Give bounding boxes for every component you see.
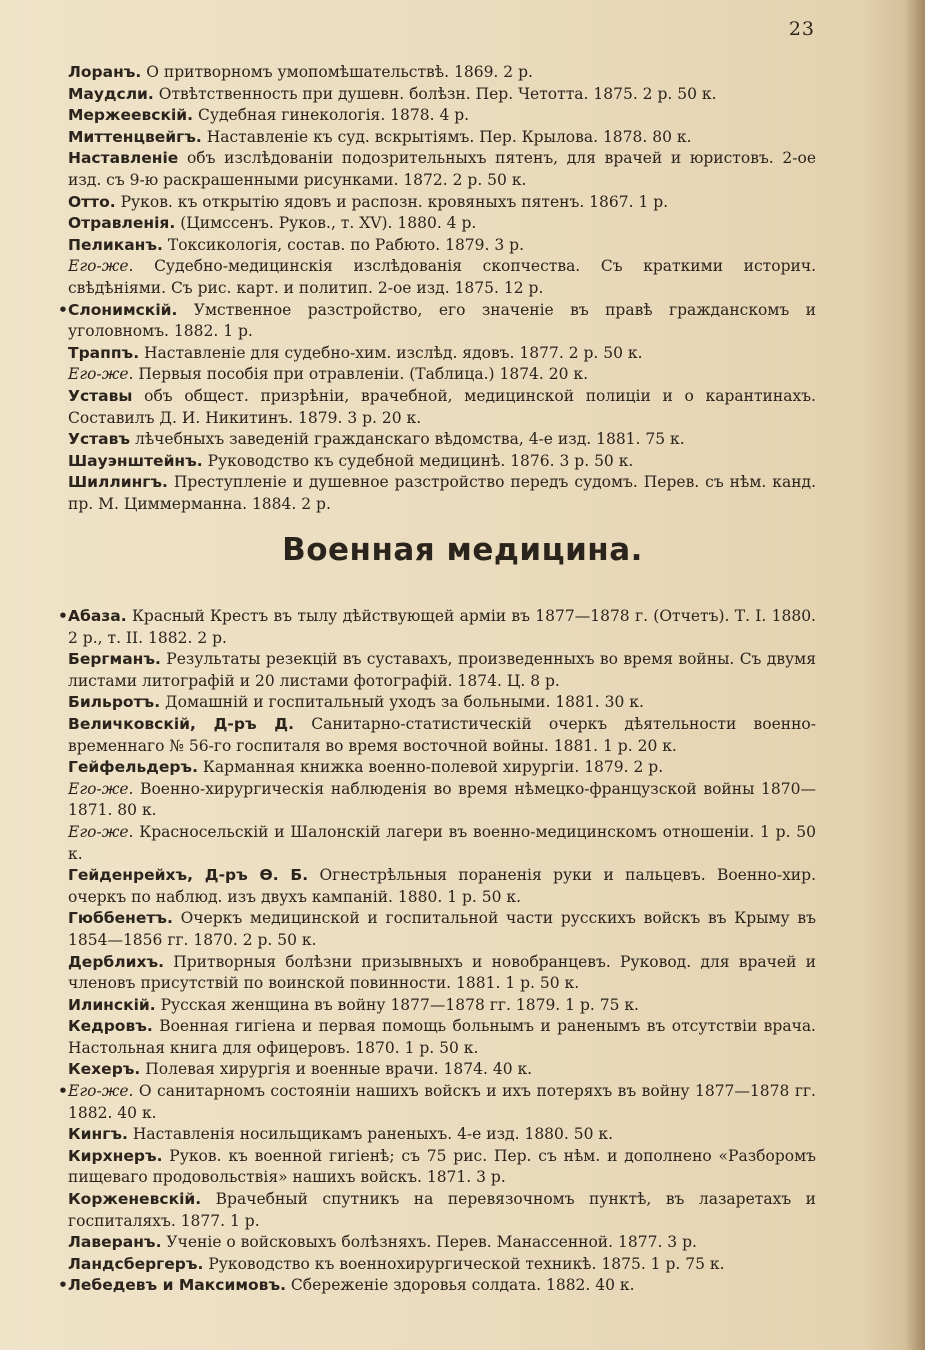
bibliography-entry xyxy=(68,235,816,257)
bibliography-entry xyxy=(68,105,816,127)
entry-author: Лебедевъ и Максимовъ. xyxy=(68,1276,286,1295)
entry-author: Кингъ. xyxy=(68,1125,128,1144)
entry-author: Уставъ xyxy=(68,430,131,449)
entry-author: Мержеевскій. xyxy=(68,106,194,125)
entry-author: Ландсбергеръ. xyxy=(68,1254,204,1273)
bibliography-entry xyxy=(68,451,816,473)
entry-author: Траппъ. xyxy=(68,343,140,362)
page-edge-shadow xyxy=(905,0,925,1350)
entry-text: Преступленіе и душевное разстройство передъ судомъ. Перев. съ нѣм. канд. пр. М. Циммерманна. 1884. 2 р. xyxy=(68,473,816,513)
bibliography-entry xyxy=(68,213,816,235)
bibliography-entry xyxy=(68,1016,816,1059)
bibliography-entry xyxy=(68,692,816,714)
entry-author: Слонимскій. xyxy=(68,300,178,319)
entry-author: Отравленія. xyxy=(68,214,176,233)
entry-text: объ изслѣдованіи подозрительныхъ пятенъ, для врачей и юристовъ. 2-ое изд. съ 9-ю раскрашенными рисунками. 1872. 2 р. 50 к. xyxy=(68,149,816,189)
entry-author: Маудсли. xyxy=(68,84,154,103)
entry-author: Гейденрейхъ, Д-ръ Ѳ. Б. xyxy=(68,866,309,885)
entry-author: Бильротъ. xyxy=(68,693,161,712)
entry-author: Пеликанъ. xyxy=(68,235,163,254)
entry-text: Руков. къ открытію ядовъ и распозн. кровяныхъ пятенъ. 1867. 1 р. xyxy=(120,192,669,211)
entry-text: Первыя пособія при отравленіи. (Таблица.) 1874. 20 к. xyxy=(138,365,589,384)
bibliography-entry xyxy=(68,1124,816,1146)
bibliography-entry xyxy=(68,192,816,214)
entry-author: Его-же. xyxy=(68,1082,134,1101)
bibliography-entry xyxy=(68,84,816,106)
entry-text: Красный Крестъ въ тылу дѣйствующей арміи въ 1877—1878 г. (Отчетъ). Т. I. 1880. 2 р., т. II. 1882. 2 р. xyxy=(68,607,816,647)
entry-author: Величковскій, Д-ръ Д. xyxy=(68,714,294,733)
entry-author: Миттенцвейгъ. xyxy=(68,127,202,146)
entry-text: Притворныя болѣзни призывныхъ и новобранцевъ. Руковод. для врачей и членовъ присутствій по воинской повинности. 1881. 1 р. 50 к. xyxy=(68,952,816,993)
entry-text: Домашній и госпитальный уходъ за больными. 1881. 30 к. xyxy=(165,693,644,712)
entry-text: Умственное разстройство, его значеніе въ правѣ гражданскомъ и уголовномъ. 1882. 1 р. xyxy=(68,300,817,341)
bibliography-entry xyxy=(68,714,816,757)
forensic-medicine-list xyxy=(58,62,817,515)
bullet-marker: • xyxy=(58,300,68,319)
bibliography-entry xyxy=(68,822,816,865)
entry-text: объ общест. призрѣніи, врачебной, медицинской полиціи и о карантинахъ. Составилъ Д. И. Никитинъ. 1879. 3 р. 20 к. xyxy=(68,386,816,427)
entry-author: Кедровъ. xyxy=(68,1017,153,1036)
entry-text: О санитарномъ состояніи нашихъ войскъ и ихъ потеряхъ въ войну 1877—1878 гг. 1882. 40 к. xyxy=(68,1082,816,1122)
bibliography-entry xyxy=(68,127,816,149)
bibliography-entry xyxy=(68,386,816,429)
entry-author: Лоранъ. xyxy=(68,63,142,81)
entry-author: Отто. xyxy=(68,192,116,211)
entry-author: Шиллингъ. xyxy=(68,473,168,492)
entry-text: Руков. къ военной гигіенѣ; съ 75 рис. Пер. съ нѣм. и дополнено «Разборомъ пищеваго продовольствія» нашихъ войскъ. 1871. 3 р. xyxy=(68,1146,816,1187)
bibliography-entry xyxy=(68,1189,816,1232)
military-medicine-list xyxy=(58,606,817,1297)
bullet-marker: • xyxy=(58,1276,68,1295)
entry-author: Абаза. xyxy=(68,607,127,625)
entry-author: Наставленіе xyxy=(68,149,179,168)
entry-text: Санитарно-статистическій очеркъ дѣятельности военно-временнаго № 56-го госпиталя во время восточной войны. 1881. 1 р. 20 к. xyxy=(68,714,816,755)
entry-text: Ученіе о войсковыхъ болѣзняхъ. Перев. Манассенной. 1877. 3 р. xyxy=(166,1233,697,1252)
bullet-marker: • xyxy=(58,607,68,625)
bibliography-entry xyxy=(68,148,816,191)
entry-text: Сбереженіе здоровья солдата. 1882. 40 к. xyxy=(290,1276,635,1295)
entry-text: Военно-хирургическія наблюденія во время нѣмецко-французской войны 1870—1871. 80 к. xyxy=(68,779,816,820)
entry-text: Военная гигіена и первая помощь больнымъ и раненымъ въ отсутствіи врача. Настольная книга для офицеровъ. 1870. 1 р. 50 к. xyxy=(68,1017,816,1057)
entry-text: Наставленія носильщикамъ раненыхъ. 4-е изд. 1880. 50 к. xyxy=(132,1125,614,1144)
bibliography-entry xyxy=(68,779,816,822)
bibliography-entry xyxy=(68,908,816,951)
entry-author: Кирхнеръ. xyxy=(68,1146,163,1165)
entry-author: Уставы xyxy=(68,386,133,405)
entry-author: Его-же. xyxy=(68,822,134,841)
entry-author: Корженевскій. xyxy=(68,1190,202,1209)
entry-text: Русская женщина въ войну 1877—1878 гг. 1879. 1 р. 75 к. xyxy=(160,995,639,1014)
bibliography-entry xyxy=(58,606,816,649)
bibliography-entry xyxy=(68,1254,816,1276)
bibliography-entry xyxy=(58,1081,816,1124)
entry-author: Шауэнштейнъ. xyxy=(68,451,203,470)
bibliography-entry xyxy=(68,865,816,908)
entry-text: Судебная гинекологія. 1878. 4 р. xyxy=(198,106,470,125)
bibliography-entry xyxy=(68,343,816,365)
entry-text: Полевая хирургія и военные врачи. 1874. 40 к. xyxy=(145,1060,533,1079)
entry-text: Токсикологія, состав. по Рабюто. 1879. 3 р. xyxy=(167,235,525,254)
entry-author: Его-же. xyxy=(68,365,134,384)
entry-text: О притворномъ умопомѣшательствѣ. 1869. 2 р. xyxy=(146,63,533,81)
entry-author: Илинскій. xyxy=(68,995,156,1014)
bibliography-entry xyxy=(68,472,816,515)
entry-text: Врачебный спутникъ на перевязочномъ пунктѣ, въ лазаретахъ и госпиталяхъ. 1877. 1 р. xyxy=(68,1190,816,1230)
bibliography-entry xyxy=(68,757,816,779)
bibliography-entry xyxy=(68,62,816,84)
entry-author: Бергманъ. xyxy=(68,650,161,669)
entry-text: Огнестрѣльныя пораненія руки и пальцевъ. Военно-хир. очеркъ по наблюд. изъ двухъ кампаній. 1880. 1 р. 50 к. xyxy=(68,866,816,906)
bibliography-entry xyxy=(68,364,816,386)
entry-author: Дерблихъ. xyxy=(68,952,164,971)
section-heading: Военная медицина. xyxy=(282,532,643,568)
entry-text: Судебно-медицинскія изслѣдованія скопчества. Съ краткими историч. свѣдѣніями. Съ рис. карт. и политип. 2-ое изд. 1875. 12 р. xyxy=(68,257,816,297)
bibliography-entry xyxy=(58,300,817,343)
entry-text: Отвѣтственность при душевн. болѣзн. Пер. Четотта. 1875. 2 р. 50 к. xyxy=(158,84,717,103)
bibliography-entry xyxy=(68,1059,816,1081)
bibliography-entry xyxy=(68,649,816,692)
entry-author: Лаверанъ. xyxy=(68,1233,162,1252)
bibliography-entry xyxy=(68,256,816,299)
entry-author: Гюббенетъ. xyxy=(68,909,173,928)
entry-author: Его-же. xyxy=(68,779,134,798)
entry-text: Наставленіе для судебно-хим. изслѣд. ядовъ. 1877. 2 р. 50 к. xyxy=(144,343,643,362)
entry-author: Его-же. xyxy=(68,257,134,276)
entry-text: Очеркъ медицинской и госпитальной части русскихъ войскъ въ Крыму въ 1854—1856 гг. 1870. 2 р. 50 к. xyxy=(68,909,816,949)
bibliography-entry xyxy=(68,995,816,1017)
bullet-marker: • xyxy=(58,1082,68,1101)
bibliography-entry xyxy=(68,952,816,995)
bibliography-entry xyxy=(68,429,816,451)
entry-text: Наставленіе къ суд. вскрытіямъ. Пер. Крылова. 1878. 80 к. xyxy=(206,127,692,146)
entry-text: Карманная книжка военно-полевой хирургіи. 1879. 2 р. xyxy=(202,758,664,777)
bibliography-entry xyxy=(68,1146,816,1189)
entry-text: Руководство къ судебной медицинѣ. 1876. 3 р. 50 к. xyxy=(207,451,634,470)
entry-text: лѣчебныхъ заведеній гражданскаго вѣдомства, 4-е изд. 1881. 75 к. xyxy=(134,430,685,449)
bibliography-entry xyxy=(68,1232,816,1254)
entry-author: Кехеръ. xyxy=(68,1060,141,1079)
bibliography-entry xyxy=(58,1275,816,1297)
entry-text: Красносельскій и Шалонскій лагери въ военно-медицинскомъ отношеніи. 1 р. 50 к. xyxy=(68,822,817,863)
entry-author: Гейфельдеръ. xyxy=(68,758,198,777)
entry-text: Руководство къ военнохирургической техникѣ. 1875. 1 р. 75 к. xyxy=(208,1254,725,1273)
entry-text: Результаты резекцій въ суставахъ, произведенныхъ во время войны. Съ двумя листами литографій и 20 листами фотографій. 1874. Ц. 8 р. xyxy=(68,650,816,690)
entry-text: (Цимссенъ. Руков., т. XV). 1880. 4 р. xyxy=(180,214,477,233)
page-number: 23 xyxy=(788,18,815,40)
